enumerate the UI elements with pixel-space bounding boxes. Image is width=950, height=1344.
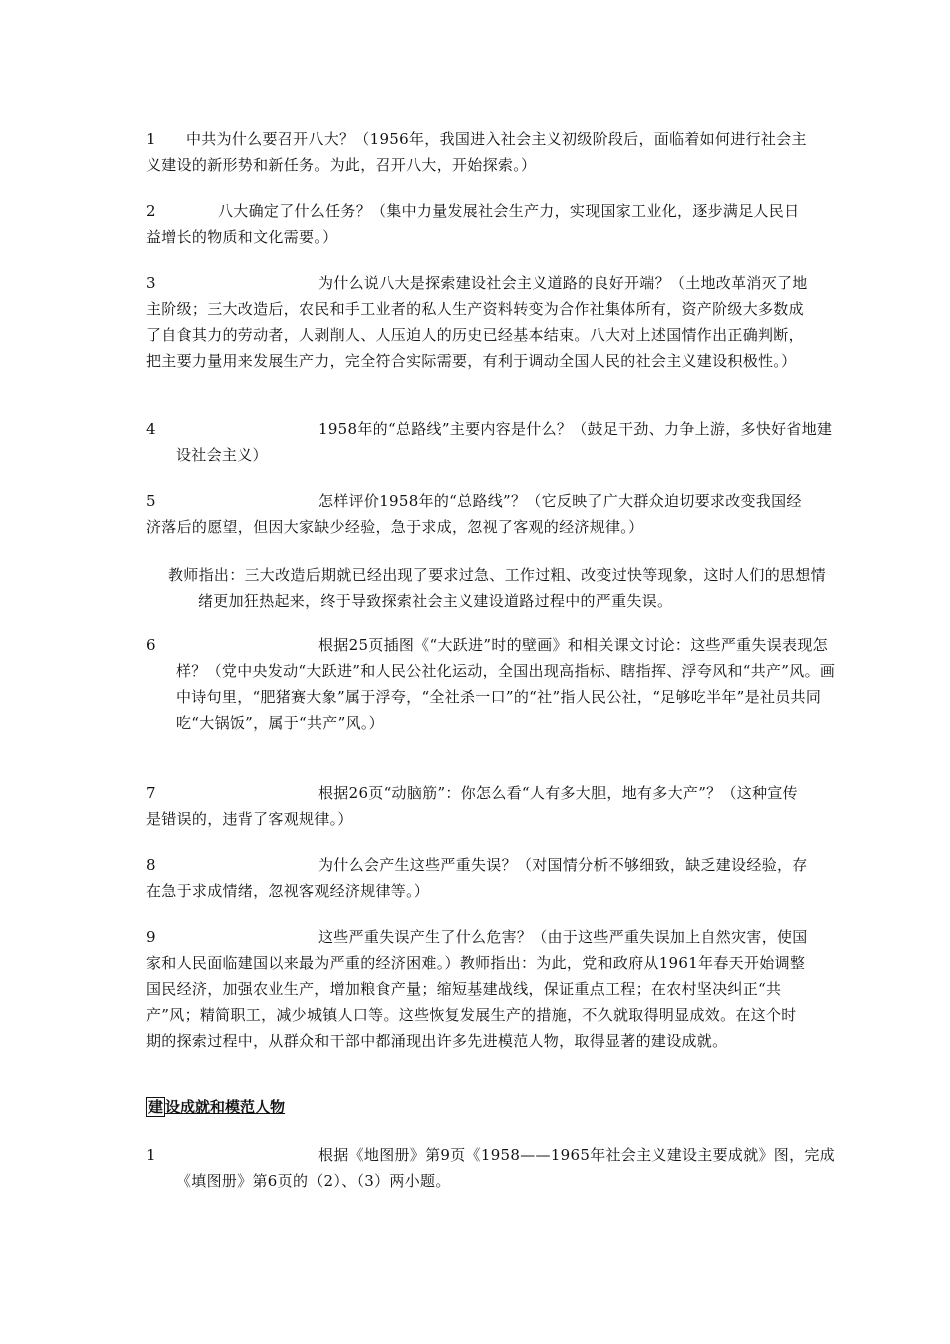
teacher-note (168, 562, 838, 614)
question-text: 为什么会产生这些严重失误？（对国情分析不够细致，缺乏建设经验，存在急于求成情绪，忽视客观经济规律等。） (146, 856, 808, 900)
question-number: 6 (146, 636, 156, 654)
section-item-1 (146, 1142, 840, 1194)
question-7 (146, 780, 810, 832)
question-text: 根据25页插图《“大跃进”时的壁画》和相关课文讨论：这些严重失误表现怎样？（党中央发动“大跃进”和人民公社化运动，全国出现高指标、瞎指挥、浮夸风和“共产”风。画中诗句里，“肥猪赛大象”属于浮夸，“全社杀一口”的“社”指人民公社，“足够吃半年”是社员共同吃“大锅饭”，属于“共产”风。） (176, 636, 836, 732)
question-text: 1958年的“总路线”主要内容是什么？（鼓足干劲、力争上游，多快好省地建设社会主义） (176, 420, 833, 464)
section-heading-first-char: 建 (148, 1098, 164, 1116)
item-number: 1 (146, 1146, 156, 1164)
question-3 (146, 270, 810, 374)
question-number: 4 (146, 420, 156, 438)
item-text: 根据《地图册》第9页《1958——1965年社会主义建设主要成就》图，完成《填图册》第6页的（2）、（3）两小题。 (176, 1146, 835, 1190)
section-heading-rest: 设成就和模范人物 (165, 1098, 286, 1116)
question-4 (146, 416, 840, 468)
question-text: 为什么说八大是探索建设社会主义道路的良好开端？（土地改革消灭了地主阶级；三大改造后，农民和手工业者的私人生产资料转变为合作社集体所有，资产阶级大多数成了自食其力的劳动者，人剥削人、人压迫人的历史已经基本结束。八大对上述国情作出正确判断，把主要力量用来发展生产力，完全符合实际需要，有利于调动全国人民的社会主义建设积极性。） (146, 274, 808, 370)
question-number: 9 (146, 928, 156, 946)
question-number: 2 (146, 202, 156, 220)
question-text: 这些严重失误产生了什么危害？（由于这些严重失误加上自然灾害，使国家和人民面临建国以来最为严重的经济困难。）教师指出：为此，党和政府从1961年春天开始调整国民经济，加强农业生产，增加粮食产量；缩短基建战线，保证重点工程；在农村坚决纠正“共产”风；精简职工，减少城镇人口等。这些恢复发展生产的措施，不久就取得明显成效。在这个时期的探索过程中，从群众和干部中都涌现出许多先进模范人物，取得显著的建设成就。 (146, 928, 808, 1050)
question-text: 怎样评价1958年的“总路线”？（它反映了广大群众迫切要求改变我国经济落后的愿望，但因大家缺少经验，急于求成，忽视了客观的经济规律。） (146, 492, 802, 536)
question-text: 八大确定了什么任务？（集中力量发展社会生产力，实现国家工业化，逐步满足人民日益增长的物质和文化需要。） (146, 202, 800, 246)
question-8 (146, 852, 810, 904)
question-number: 5 (146, 492, 156, 510)
question-text: 中共为什么要召开八大？（1956年，我国进入社会主义初级阶段后，面临着如何进行社会主义建设的新形势和新任务。为此，召开八大，开始探索。） (146, 130, 807, 174)
section-heading (146, 1095, 285, 1119)
question-number: 8 (146, 856, 156, 874)
question-1 (146, 126, 810, 178)
question-9 (146, 924, 810, 1054)
question-number: 7 (146, 784, 156, 802)
question-number: 3 (146, 274, 156, 292)
question-2 (146, 198, 810, 250)
question-text: 根据26页“动脑筋”：你怎么看“人有多大胆，地有多大产”？（这种宣传是错误的，违背了客观规律。） (146, 784, 798, 828)
question-number: 1 (146, 130, 156, 148)
note-text: 教师指出：三大改造后期就已经出现了要求过急、工作过粗、改变过快等现象，这时人们的思想情绪更加狂热起来，终于导致探索社会主义建设道路过程中的严重失误。 (168, 566, 826, 610)
question-5 (146, 488, 810, 540)
question-6 (146, 632, 840, 736)
